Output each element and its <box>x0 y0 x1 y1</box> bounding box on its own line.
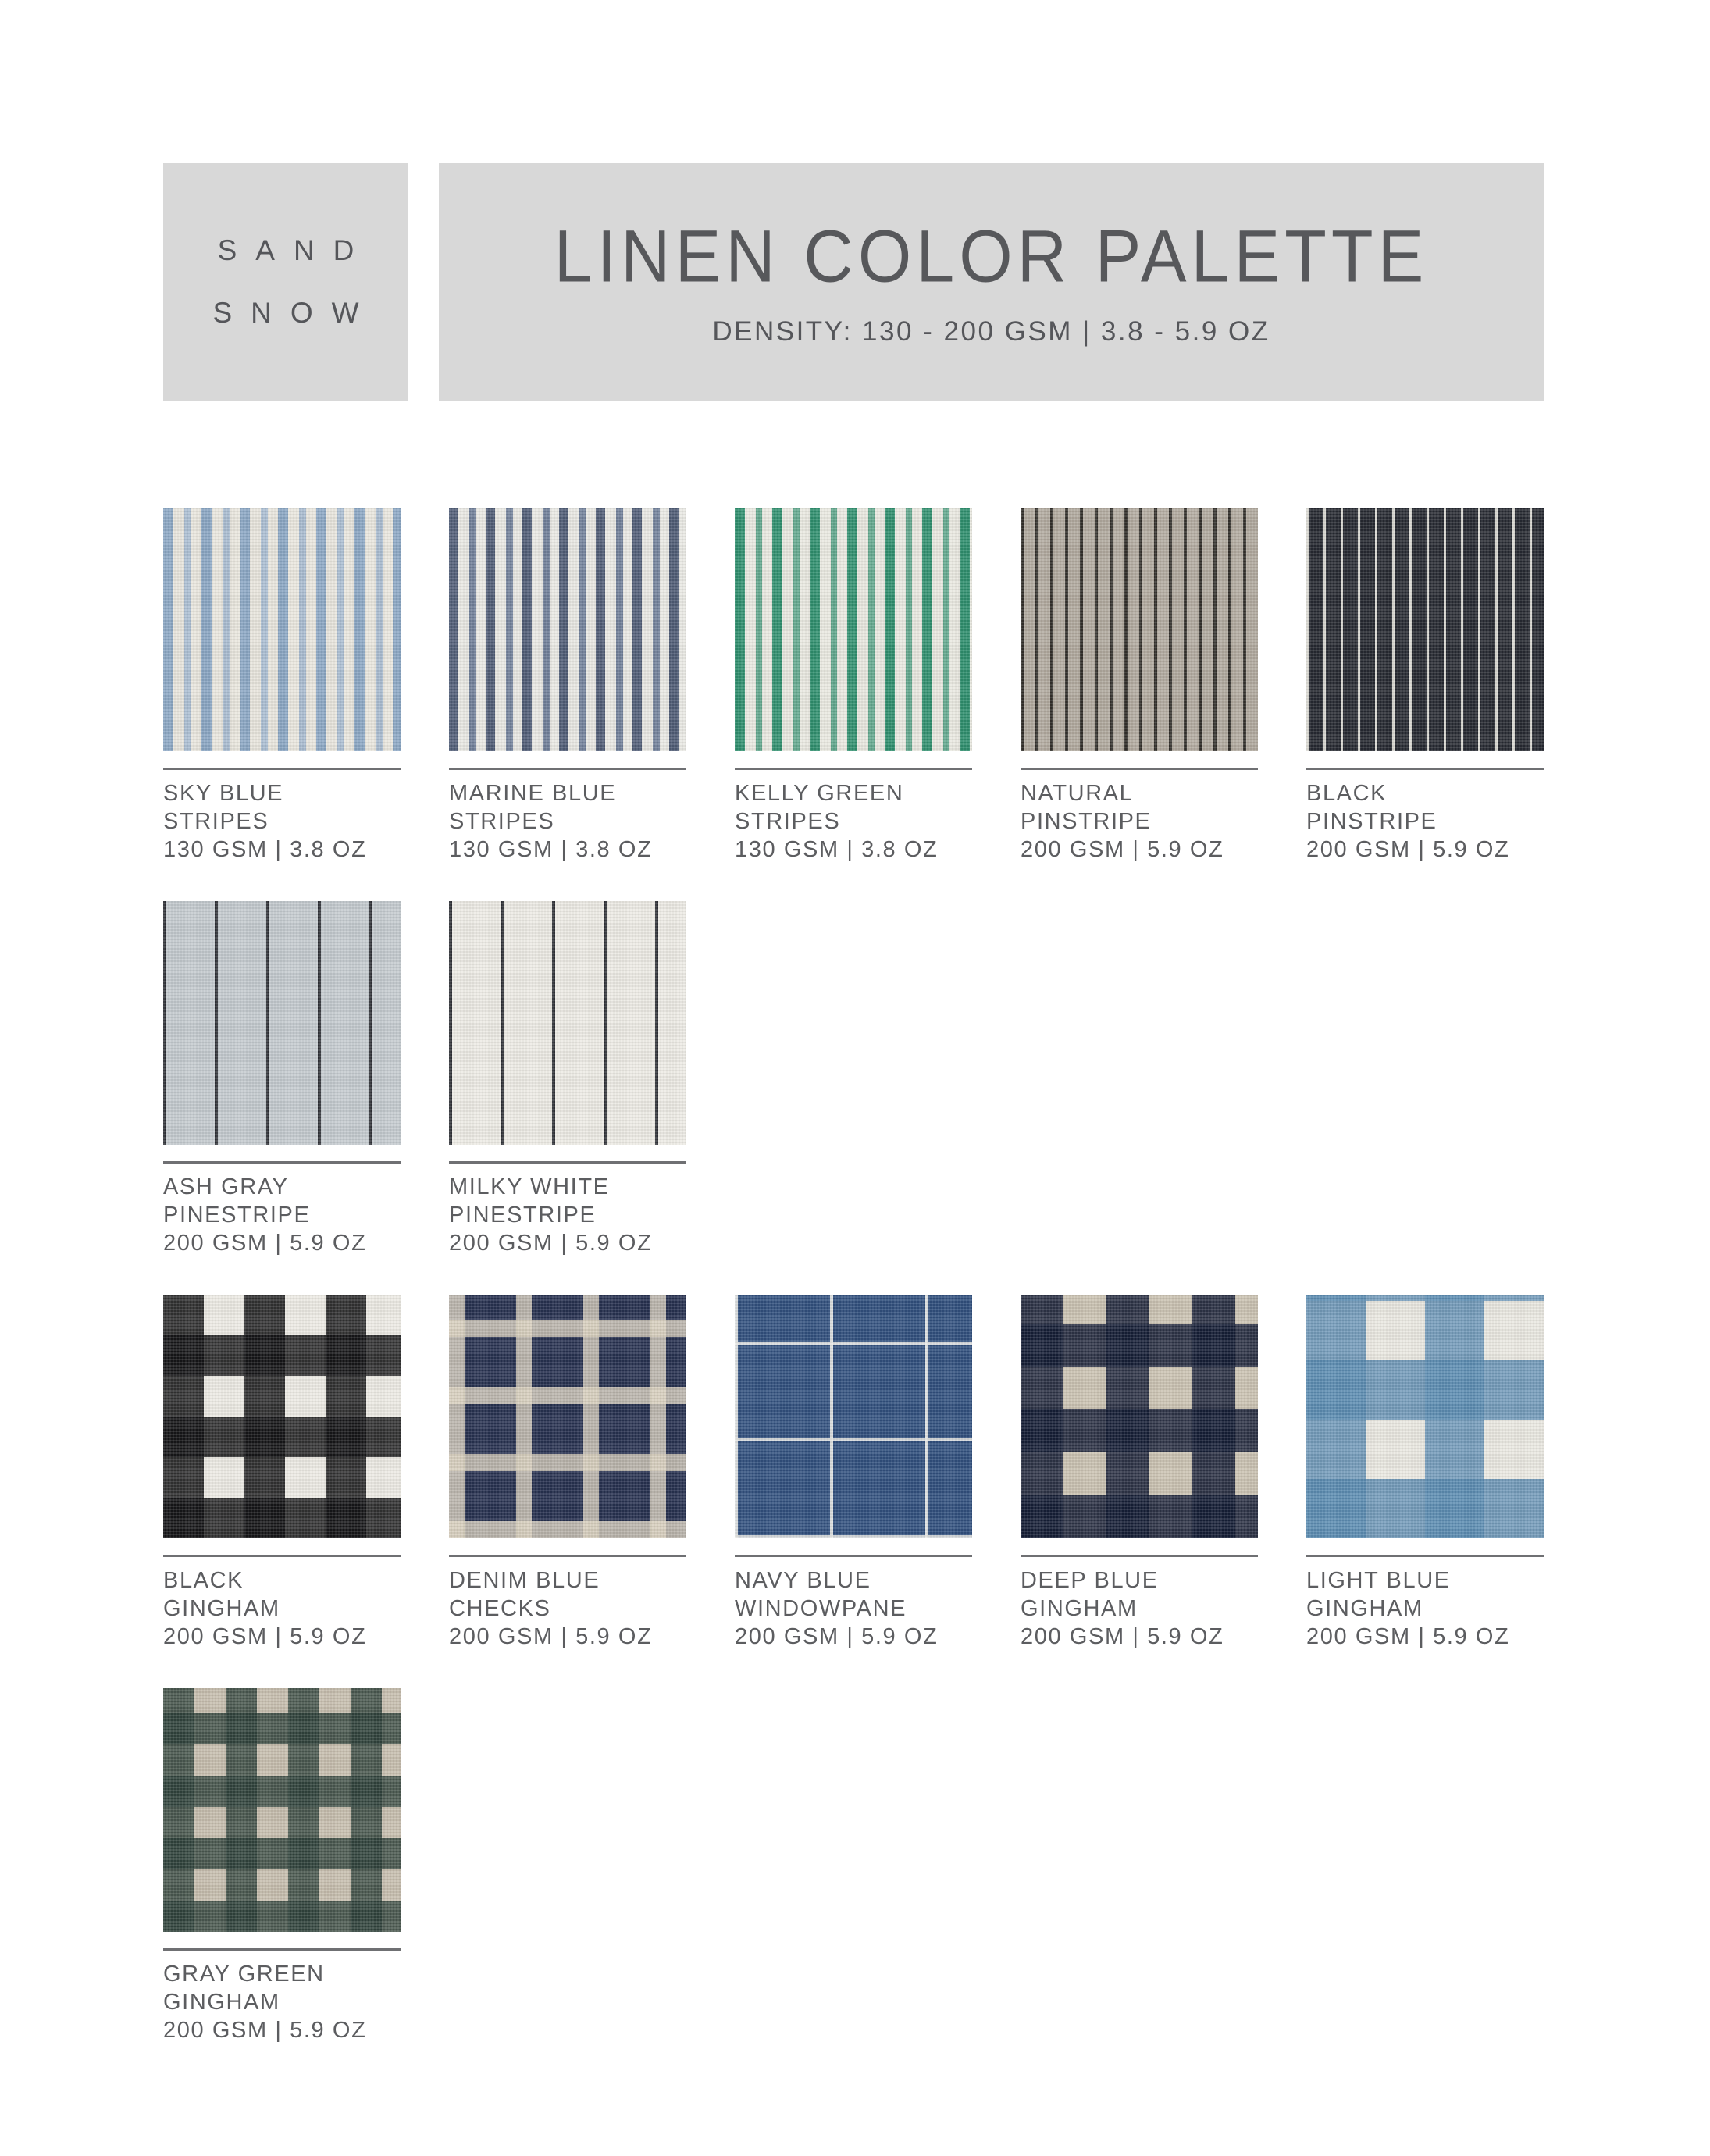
swatch-label <box>449 1161 686 1257</box>
swatch-card <box>735 1295 972 1651</box>
natural-pinstripe-swatch <box>1021 508 1258 751</box>
swatch-name-line1: NATURAL <box>1021 781 1134 806</box>
swatch-label <box>1021 768 1258 864</box>
swatch-card <box>163 508 401 864</box>
swatch-name-line1: DEEP BLUE <box>1021 1568 1159 1593</box>
swatch-name-line1: MILKY WHITE <box>449 1174 610 1199</box>
swatch-card <box>449 1295 686 1651</box>
swatch-specs: 130 GSM | 3.8 OZ <box>449 837 653 862</box>
swatch-specs: 200 GSM | 5.9 OZ <box>1306 1624 1510 1649</box>
swatch-label <box>163 1161 401 1257</box>
ash-gray-pinestripe-swatch <box>163 901 401 1145</box>
navy-blue-windowpane-swatch <box>735 1295 972 1538</box>
swatch-name-line2: CHECKS <box>449 1596 551 1621</box>
swatch-name-line1: BLACK <box>1306 781 1388 806</box>
swatch-label <box>735 768 972 864</box>
page-title: LINEN COLOR PALETTE <box>554 214 1429 298</box>
swatch-name-line1: ASH GRAY <box>163 1174 289 1199</box>
swatch-specs: 200 GSM | 5.9 OZ <box>1306 837 1510 862</box>
black-pinstripe-swatch <box>1306 508 1544 751</box>
swatch-label <box>449 1555 686 1651</box>
swatch-name-line2: WINDOWPANE <box>735 1596 907 1621</box>
title-banner <box>439 163 1544 401</box>
swatch-specs: 200 GSM | 5.9 OZ <box>1021 837 1224 862</box>
swatch-name-line1: BLACK <box>163 1568 244 1593</box>
denim-blue-checks-swatch <box>449 1295 686 1538</box>
swatch-label <box>449 768 686 864</box>
swatch-name-line2: STRIPES <box>449 809 555 834</box>
swatch-name-line2: GINGHAM <box>1306 1596 1423 1621</box>
swatch-specs: 130 GSM | 3.8 OZ <box>735 837 939 862</box>
swatch-card <box>735 508 972 864</box>
swatch-card <box>163 1295 401 1651</box>
swatch-name-line2: STRIPES <box>163 809 269 834</box>
swatch-card <box>449 508 686 864</box>
swatch-specs: 200 GSM | 5.9 OZ <box>449 1231 653 1256</box>
marine-blue-stripes-swatch <box>449 508 686 751</box>
swatch-name-line2: GINGHAM <box>163 1596 280 1621</box>
swatch-card <box>1021 1295 1258 1651</box>
swatch-name-line1: SKY BLUE <box>163 781 284 806</box>
swatch-name-line1: NAVY BLUE <box>735 1568 871 1593</box>
swatch-label <box>1306 1555 1544 1651</box>
brand-logo-line2: SNOW <box>212 297 378 329</box>
swatch-label <box>163 1948 401 2044</box>
swatch-specs: 200 GSM | 5.9 OZ <box>163 1231 367 1256</box>
swatch-card <box>1306 1295 1544 1651</box>
swatch-name-line1: LIGHT BLUE <box>1306 1568 1451 1593</box>
swatch-card <box>163 901 401 1257</box>
page-header <box>163 163 1544 401</box>
swatch-name-line2: GINGHAM <box>1021 1596 1138 1621</box>
brand-logo <box>163 163 408 401</box>
page-subtitle: DENSITY: 130 - 200 GSM | 3.8 - 5.9 OZ <box>712 316 1270 347</box>
swatch-name-line2: PINSTRIPE <box>1021 809 1152 834</box>
swatch-specs: 130 GSM | 3.8 OZ <box>163 837 367 862</box>
brand-logo-line1: SAND <box>217 234 373 266</box>
swatch-name-line1: KELLY GREEN <box>735 781 904 806</box>
swatch-name-line2: STRIPES <box>735 809 841 834</box>
milky-white-pinestripe-swatch <box>449 901 686 1145</box>
swatch-name-line1: GRAY GREEN <box>163 1962 325 1987</box>
swatch-name-line2: GINGHAM <box>163 1990 280 2015</box>
black-gingham-swatch <box>163 1295 401 1538</box>
swatch-label <box>163 768 401 864</box>
swatch-specs: 200 GSM | 5.9 OZ <box>1021 1624 1224 1649</box>
swatch-specs: 200 GSM | 5.9 OZ <box>163 2018 367 2043</box>
swatch-card <box>163 1688 401 2044</box>
kelly-green-stripes-swatch <box>735 508 972 751</box>
swatch-grid <box>163 508 1544 2044</box>
swatch-name-line1: DENIM BLUE <box>449 1568 600 1593</box>
swatch-label <box>163 1555 401 1651</box>
deep-blue-gingham-swatch <box>1021 1295 1258 1538</box>
swatch-name-line1: MARINE BLUE <box>449 781 617 806</box>
light-blue-gingham-swatch <box>1306 1295 1544 1538</box>
swatch-label <box>1306 768 1544 864</box>
swatch-card <box>1306 508 1544 864</box>
swatch-name-line2: PINESTRIPE <box>163 1203 311 1228</box>
swatch-name-line2: PINESTRIPE <box>449 1203 597 1228</box>
swatch-specs: 200 GSM | 5.9 OZ <box>163 1624 367 1649</box>
swatch-specs: 200 GSM | 5.9 OZ <box>735 1624 939 1649</box>
swatch-specs: 200 GSM | 5.9 OZ <box>449 1624 653 1649</box>
swatch-name-line2: PINSTRIPE <box>1306 809 1437 834</box>
swatch-card <box>449 901 686 1257</box>
swatch-label <box>1021 1555 1258 1651</box>
sky-blue-stripes-swatch <box>163 508 401 751</box>
swatch-card <box>1021 508 1258 864</box>
gray-green-gingham-swatch <box>163 1688 401 1932</box>
swatch-label <box>735 1555 972 1651</box>
